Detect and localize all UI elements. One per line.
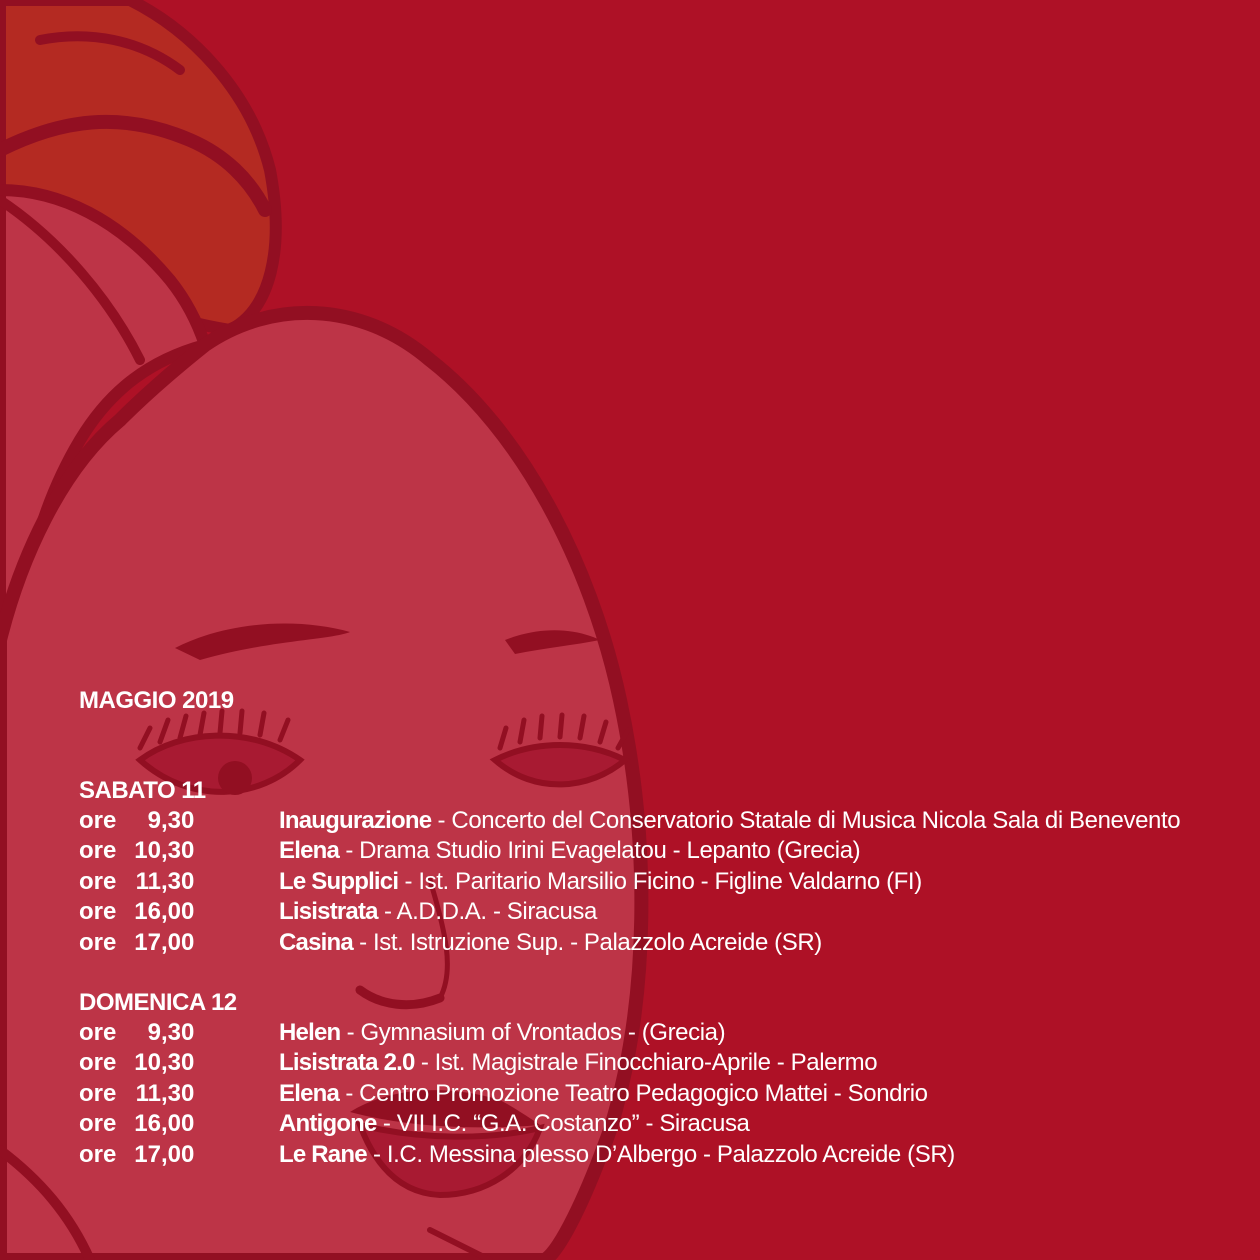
event-row: [79, 1048, 878, 1078]
event-time: [79, 806, 279, 836]
event-time: [79, 1140, 279, 1170]
time-value: 17,00: [134, 928, 195, 956]
time-prefix: ore: [79, 807, 117, 834]
time-value: 9,30: [147, 1018, 195, 1046]
event-description: [279, 1140, 955, 1170]
time-prefix: ore: [79, 867, 117, 895]
event-detail: - Gymnasium of Vrontados - (Grecia): [340, 1018, 726, 1046]
time-prefix: ore: [79, 928, 117, 956]
event-time: [79, 897, 279, 927]
event-time: [79, 1109, 279, 1139]
event-list: [79, 806, 1181, 958]
event-row: [79, 928, 822, 958]
time-value: 11,30: [135, 867, 195, 895]
event-title: Le Rane: [279, 1140, 367, 1168]
time-prefix: ore: [79, 1018, 117, 1046]
time-value: 16,00: [134, 898, 195, 926]
program-schedule: [79, 686, 1181, 1200]
time-prefix: ore: [79, 837, 117, 865]
month-heading: MAGGIO 2019: [79, 687, 234, 714]
event-title: Lisistrata 2.0: [279, 1049, 415, 1077]
event-title: Le Supplici: [279, 867, 399, 895]
event-row: [79, 1140, 955, 1170]
event-description: [279, 1079, 928, 1109]
event-description: [279, 1048, 877, 1078]
event-row: [79, 836, 861, 866]
days-list: [79, 776, 1181, 1170]
event-row: [79, 806, 1181, 836]
time-value: 9,30: [147, 807, 195, 834]
event-detail: - Ist. Paritario Marsilio Ficino - Figline Valdarno (FI): [398, 867, 922, 895]
time-value: 10,30: [134, 837, 195, 865]
event-description: [279, 806, 1180, 836]
event-row: [79, 1018, 726, 1048]
event-detail: - A.D.D.A. - Siracusa: [377, 898, 597, 926]
event-title: Antigone: [279, 1110, 377, 1138]
time-prefix: ore: [79, 898, 117, 926]
event-description: [279, 897, 597, 927]
event-time: [79, 1018, 279, 1048]
event-row: [79, 897, 597, 927]
event-time: [79, 867, 279, 897]
event-row: [79, 867, 922, 897]
time-value: 17,00: [134, 1140, 195, 1168]
event-title: Elena: [279, 1079, 340, 1107]
event-detail: - I.C. Messina plesso D’Albergo - Palazzolo Acreide (SR): [366, 1140, 955, 1168]
event-time: [79, 1079, 279, 1109]
event-time: [79, 928, 279, 958]
event-description: [279, 1109, 750, 1139]
event-detail: - Concerto del Conservatorio Statale di Musica Nicola Sala di Benevento: [431, 807, 1181, 834]
time-prefix: ore: [79, 1079, 117, 1107]
time-value: 10,30: [134, 1049, 195, 1077]
day-heading: SABATO 11: [79, 777, 206, 804]
event-row: [79, 1109, 750, 1139]
event-time: [79, 1048, 279, 1078]
event-detail: - VII I.C. “G.A. Costanzo” - Siracusa: [376, 1110, 750, 1138]
time-value: 16,00: [134, 1110, 195, 1138]
event-list: [79, 1018, 955, 1170]
event-description: [279, 1018, 725, 1048]
event-row: [79, 1079, 928, 1109]
time-value: 11,30: [135, 1079, 195, 1107]
event-detail: - Ist. Istruzione Sup. - Palazzolo Acreide (SR): [352, 928, 822, 956]
event-description: [279, 928, 822, 958]
time-prefix: ore: [79, 1110, 117, 1138]
day-heading: DOMENICA 12: [79, 988, 237, 1016]
event-title: Lisistrata: [279, 898, 378, 926]
event-time: [79, 836, 279, 866]
event-title: Inaugurazione: [279, 807, 432, 834]
event-title: Casina: [279, 928, 353, 956]
event-detail: - Drama Studio Irini Evagelatou - Lepanto (Grecia): [339, 837, 861, 865]
event-detail: - Centro Promozione Teatro Pedagogico Mattei - Sondrio: [339, 1079, 928, 1107]
event-detail: - Ist. Magistrale Finocchiaro-Aprile - Palermo: [414, 1049, 878, 1077]
event-title: Elena: [279, 837, 340, 865]
time-prefix: ore: [79, 1140, 117, 1168]
event-description: [279, 836, 860, 866]
event-title: Helen: [279, 1018, 341, 1046]
event-description: [279, 867, 922, 897]
time-prefix: ore: [79, 1049, 117, 1077]
